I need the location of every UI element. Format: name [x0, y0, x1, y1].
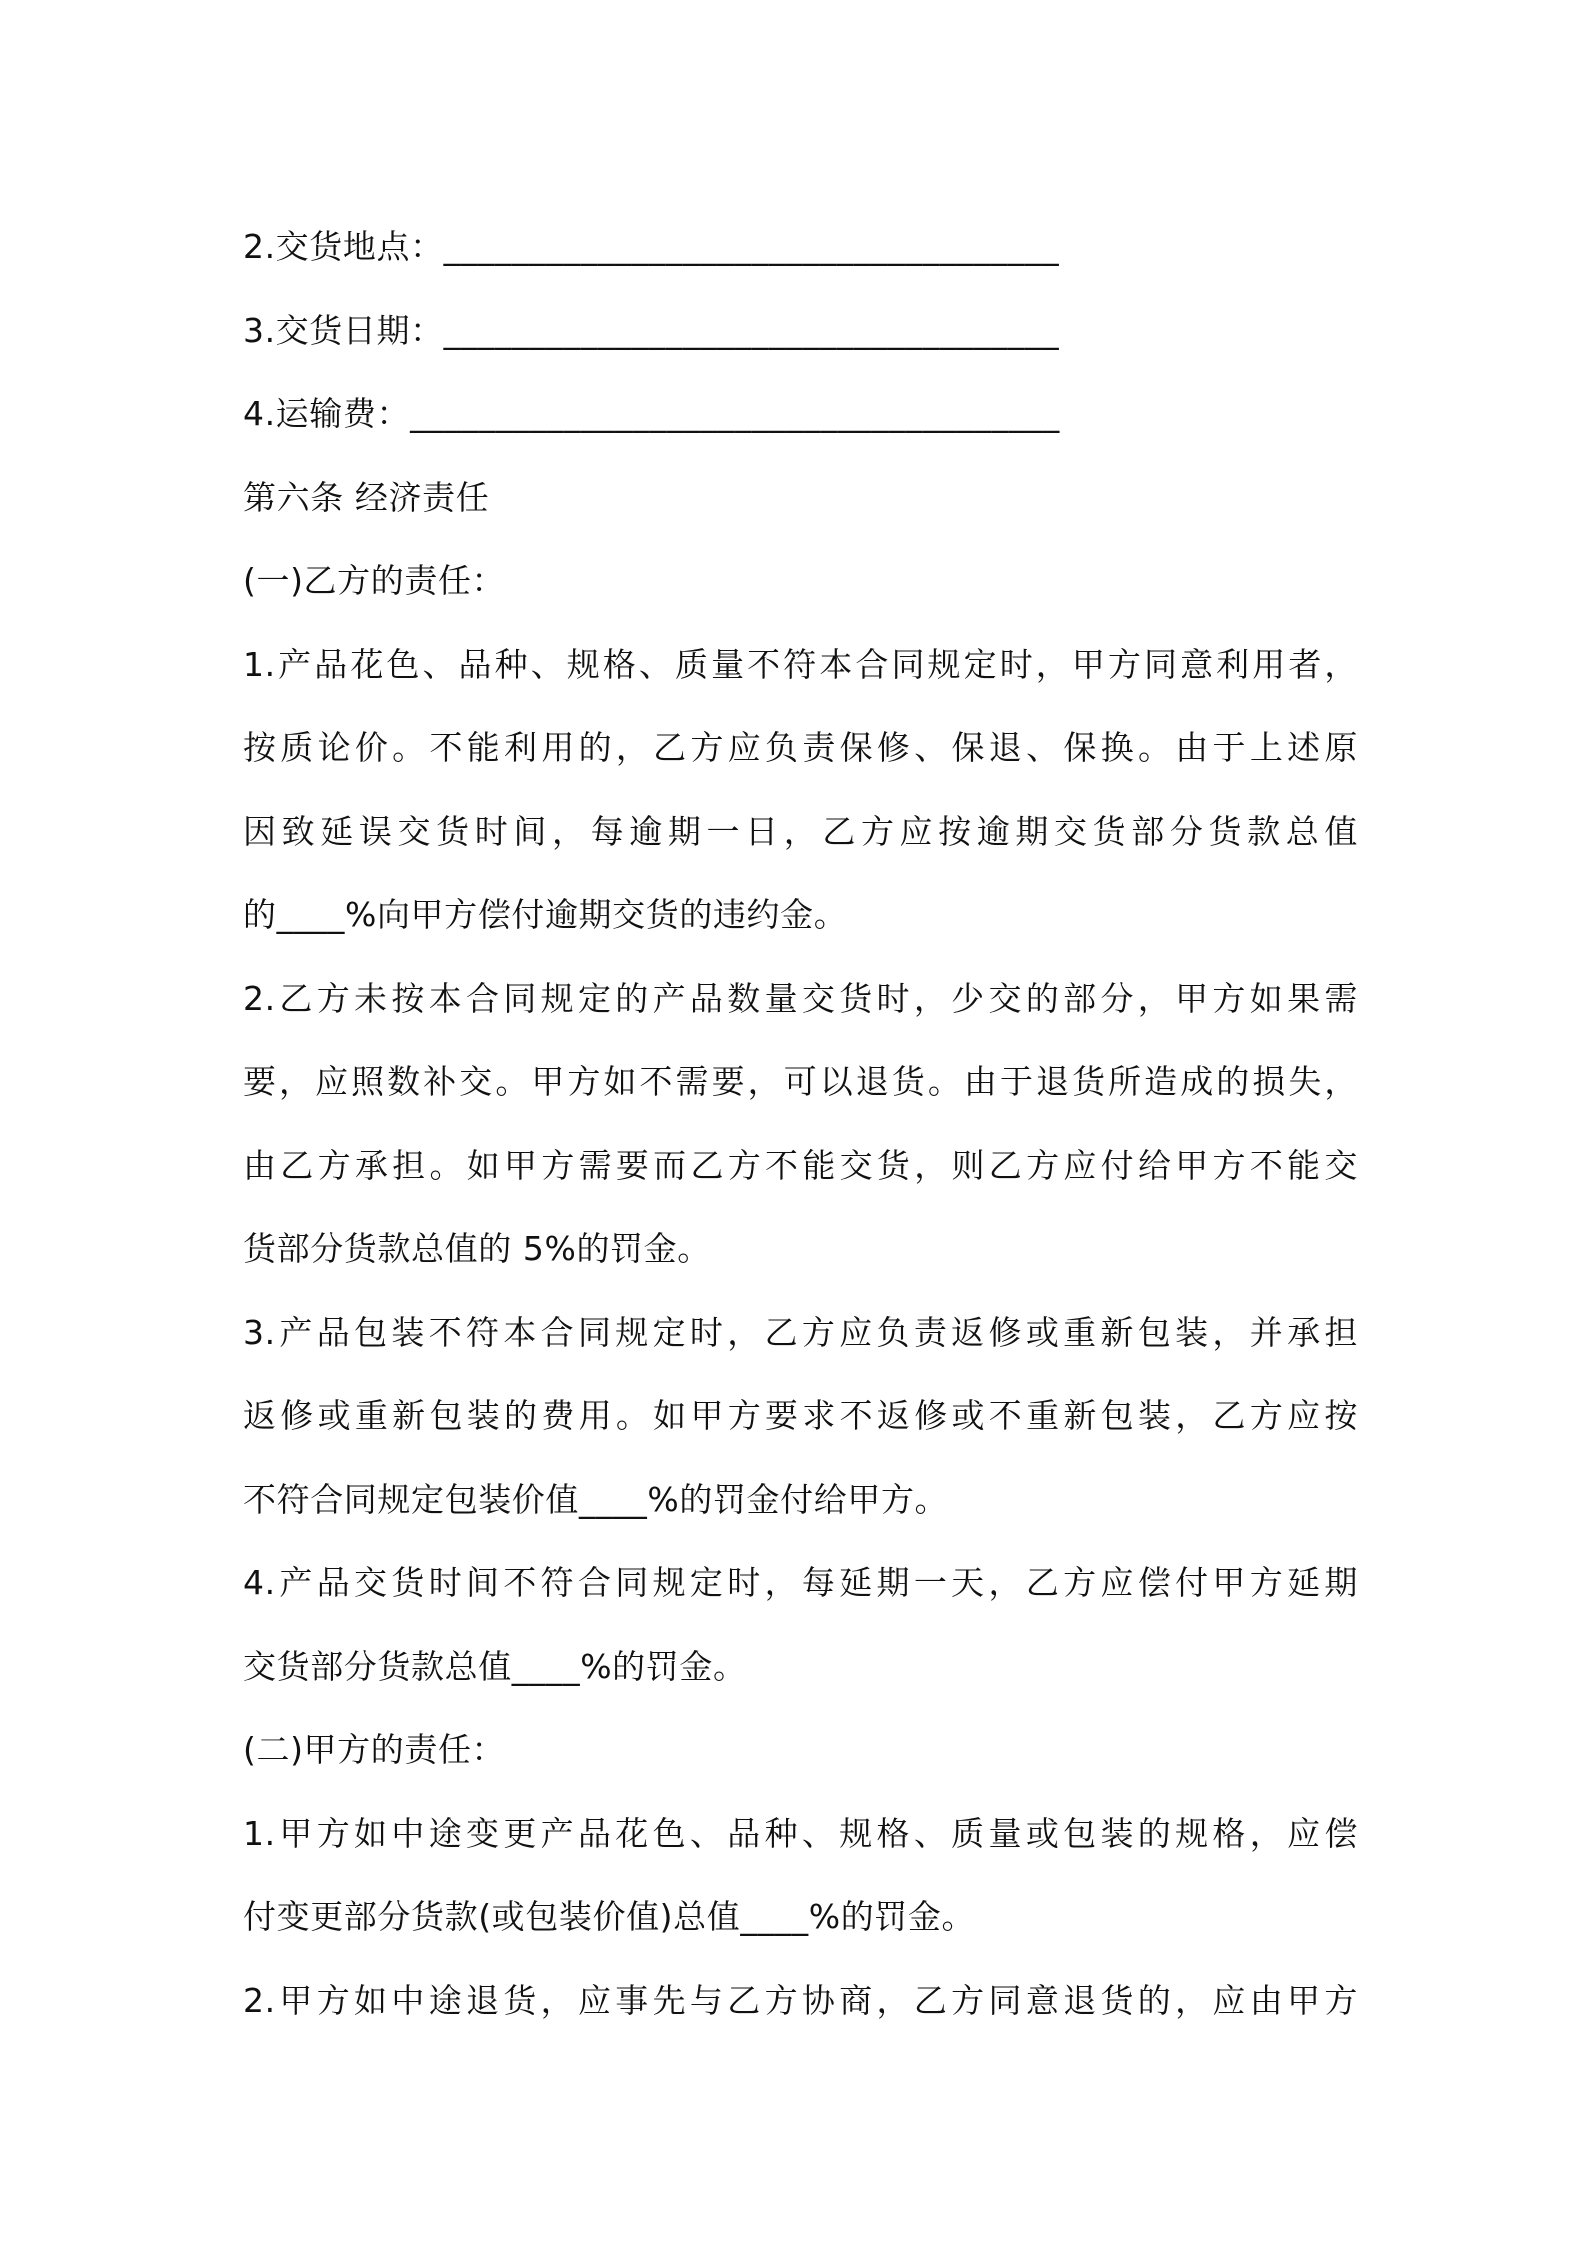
paragraph-line: 按质论价。不能利用的，乙方应负责保修、保退、保换。由于上述原: [243, 728, 1358, 767]
paragraph-line: 交货部分货款总值____%的罚金。: [243, 1646, 747, 1686]
paragraph-line: 返修或重新包装的费用。如甲方要求不返修或不重新包装，乙方应按: [243, 1396, 1358, 1435]
paragraph-line: 2.乙方未按本合同规定的产品数量交货时，少交的部分，甲方如果需: [243, 978, 1358, 1018]
party-b-responsibility-heading: (一)乙方的责任：: [243, 561, 506, 600]
paragraph-line: 的____%向甲方偿付逾期交货的违约金。: [243, 895, 848, 934]
paragraph-line: 4.产品交货时间不符合同规定时，每延期一天，乙方应偿付甲方延期: [243, 1563, 1358, 1602]
paragraph-line: 付变更部分货款(或包装价值)总值____%的罚金。: [243, 1897, 976, 1936]
paragraph-line: 要，应照数补交。甲方如不需要，可以退货。由于退货所造成的损失，: [243, 1062, 1358, 1101]
paragraph-line: 1.甲方如中途变更产品花色、品种、规格、质量或包装的规格，应偿: [243, 1813, 1358, 1853]
paragraph-line: 货部分货款总值的 5%的罚金。: [243, 1229, 711, 1268]
delivery-location-line: 2.交货地点：____________________________________: [243, 227, 1060, 266]
paragraph-line: 1.产品花色、品种、规格、质量不符本合同规定时，甲方同意利用者，: [243, 644, 1358, 684]
document-body: [243, 205, 1358, 2042]
paragraph-line: 2.甲方如中途退货，应事先与乙方协商，乙方同意退货的，应由甲方: [243, 1980, 1358, 2020]
delivery-date-line: 3.交货日期：____________________________________: [243, 310, 1060, 350]
article-six-heading: 第六条 经济责任: [243, 477, 490, 517]
party-a-responsibility-heading: (二)甲方的责任：: [243, 1730, 506, 1769]
paragraph-line: 不符合同规定包装价值____%的罚金付给甲方。: [243, 1479, 949, 1519]
transport-fee-line: 4.运输费：______________________________________: [243, 394, 1060, 433]
paragraph-line: 3.产品包装不符本合同规定时，乙方应负责返修或重新包装，并承担: [243, 1312, 1358, 1352]
paragraph-line: 因致延误交货时间，每逾期一日，乙方应按逾期交货部分货款总值: [243, 811, 1358, 851]
paragraph-line: 由乙方承担。如甲方需要而乙方不能交货，则乙方应付给甲方不能交: [243, 1145, 1358, 1185]
